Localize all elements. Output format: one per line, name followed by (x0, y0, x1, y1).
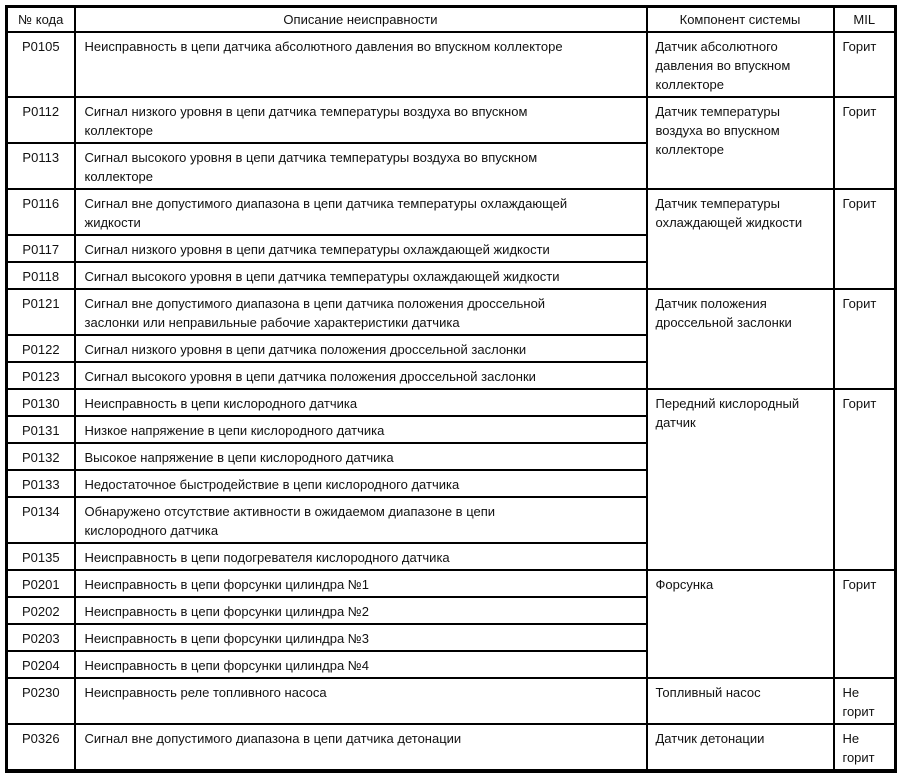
description-cell: Сигнал высокого уровня в цепи датчика положения дроссельной заслонки (75, 362, 647, 389)
description-cell: Сигнал низкого уровня в цепи датчика температуры охлаждающей жидкости (75, 235, 647, 262)
code-cell: P0132 (7, 443, 75, 470)
description-cell: Сигнал высокого уровня в цепи датчика температуры охлаждающей жидкости (75, 262, 647, 289)
code-cell: P0133 (7, 470, 75, 497)
description-cell: Сигнал вне допустимого диапазона в цепи датчика температуры охлаждающей жидкости (75, 189, 647, 235)
mil-cell: Горит (834, 32, 896, 97)
code-cell: P0203 (7, 624, 75, 651)
header-code: № кода (7, 7, 75, 33)
description-cell: Высокое напряжение в цепи кислородного датчика (75, 443, 647, 470)
description-cell: Неисправность в цепи датчика абсолютного давления во впускном коллекторе (75, 32, 647, 97)
component-cell: Форсунка (647, 570, 834, 678)
mil-cell: Горит (834, 389, 896, 570)
mil-cell: Горит (834, 289, 896, 389)
component-cell: Датчик температуры охлаждающей жидкости (647, 189, 834, 289)
component-cell: Топливный насос (647, 678, 834, 724)
code-cell: P0326 (7, 724, 75, 771)
component-cell: Датчик абсолютного давления во впускном коллекторе (647, 32, 834, 97)
description-cell: Сигнал вне допустимого диапазона в цепи датчика положения дроссельной заслонки или неправильные рабочие характеристики датчика (75, 289, 647, 335)
mil-cell: Горит (834, 570, 896, 678)
description-cell: Низкое напряжение в цепи кислородного датчика (75, 416, 647, 443)
description-cell: Сигнал низкого уровня в цепи датчика температуры воздуха во впускном коллекторе (75, 97, 647, 143)
code-cell: P0135 (7, 543, 75, 570)
code-cell: P0201 (7, 570, 75, 597)
code-cell: P0131 (7, 416, 75, 443)
code-cell: P0112 (7, 97, 75, 143)
table-row (7, 97, 896, 143)
component-cell: Датчик температуры воздуха во впускном коллекторе (647, 97, 834, 189)
code-cell: P0134 (7, 497, 75, 543)
description-cell: Обнаружено отсутствие активности в ожидаемом диапазоне в цепи кислородного датчика (75, 497, 647, 543)
description-cell: Неисправность в цепи форсунки цилиндра №2 (75, 597, 647, 624)
description-cell: Неисправность в цепи кислородного датчика (75, 389, 647, 416)
mil-cell: Не горит (834, 678, 896, 724)
code-cell: P0230 (7, 678, 75, 724)
component-cell: Датчик положения дроссельной заслонки (647, 289, 834, 389)
code-cell: P0116 (7, 189, 75, 235)
code-cell: P0105 (7, 32, 75, 97)
description-cell: Неисправность реле топливного насоса (75, 678, 647, 724)
table-row (7, 724, 896, 771)
description-cell: Неисправность в цепи подогревателя кислородного датчика (75, 543, 647, 570)
table-row (7, 389, 896, 416)
code-cell: P0122 (7, 335, 75, 362)
code-cell: P0204 (7, 651, 75, 678)
table-row (7, 32, 896, 97)
code-cell: P0123 (7, 362, 75, 389)
code-cell: P0202 (7, 597, 75, 624)
header-mil: MIL (834, 7, 896, 33)
code-cell: P0118 (7, 262, 75, 289)
mil-cell: Горит (834, 97, 896, 189)
dtc-table-body (7, 32, 896, 771)
header-row (7, 7, 896, 33)
header-component: Компонент системы (647, 7, 834, 33)
mil-cell: Горит (834, 189, 896, 289)
code-cell: P0117 (7, 235, 75, 262)
description-cell: Неисправность в цепи форсунки цилиндра №1 (75, 570, 647, 597)
table-row (7, 189, 896, 235)
description-cell: Недостаточное быстродействие в цепи кислородного датчика (75, 470, 647, 497)
table-row (7, 570, 896, 597)
table-row (7, 678, 896, 724)
description-cell: Сигнал высокого уровня в цепи датчика температуры воздуха во впускном коллекторе (75, 143, 647, 189)
description-cell: Неисправность в цепи форсунки цилиндра №3 (75, 624, 647, 651)
mil-cell: Не горит (834, 724, 896, 771)
component-cell: Передний кислородный датчик (647, 389, 834, 570)
description-cell: Неисправность в цепи форсунки цилиндра №4 (75, 651, 647, 678)
dtc-table (5, 5, 897, 773)
description-cell: Сигнал вне допустимого диапазона в цепи датчика детонации (75, 724, 647, 771)
description-cell: Сигнал низкого уровня в цепи датчика положения дроссельной заслонки (75, 335, 647, 362)
table-row (7, 289, 896, 335)
component-cell: Датчик детонации (647, 724, 834, 771)
code-cell: P0130 (7, 389, 75, 416)
code-cell: P0121 (7, 289, 75, 335)
code-cell: P0113 (7, 143, 75, 189)
header-description: Описание неисправности (75, 7, 647, 33)
